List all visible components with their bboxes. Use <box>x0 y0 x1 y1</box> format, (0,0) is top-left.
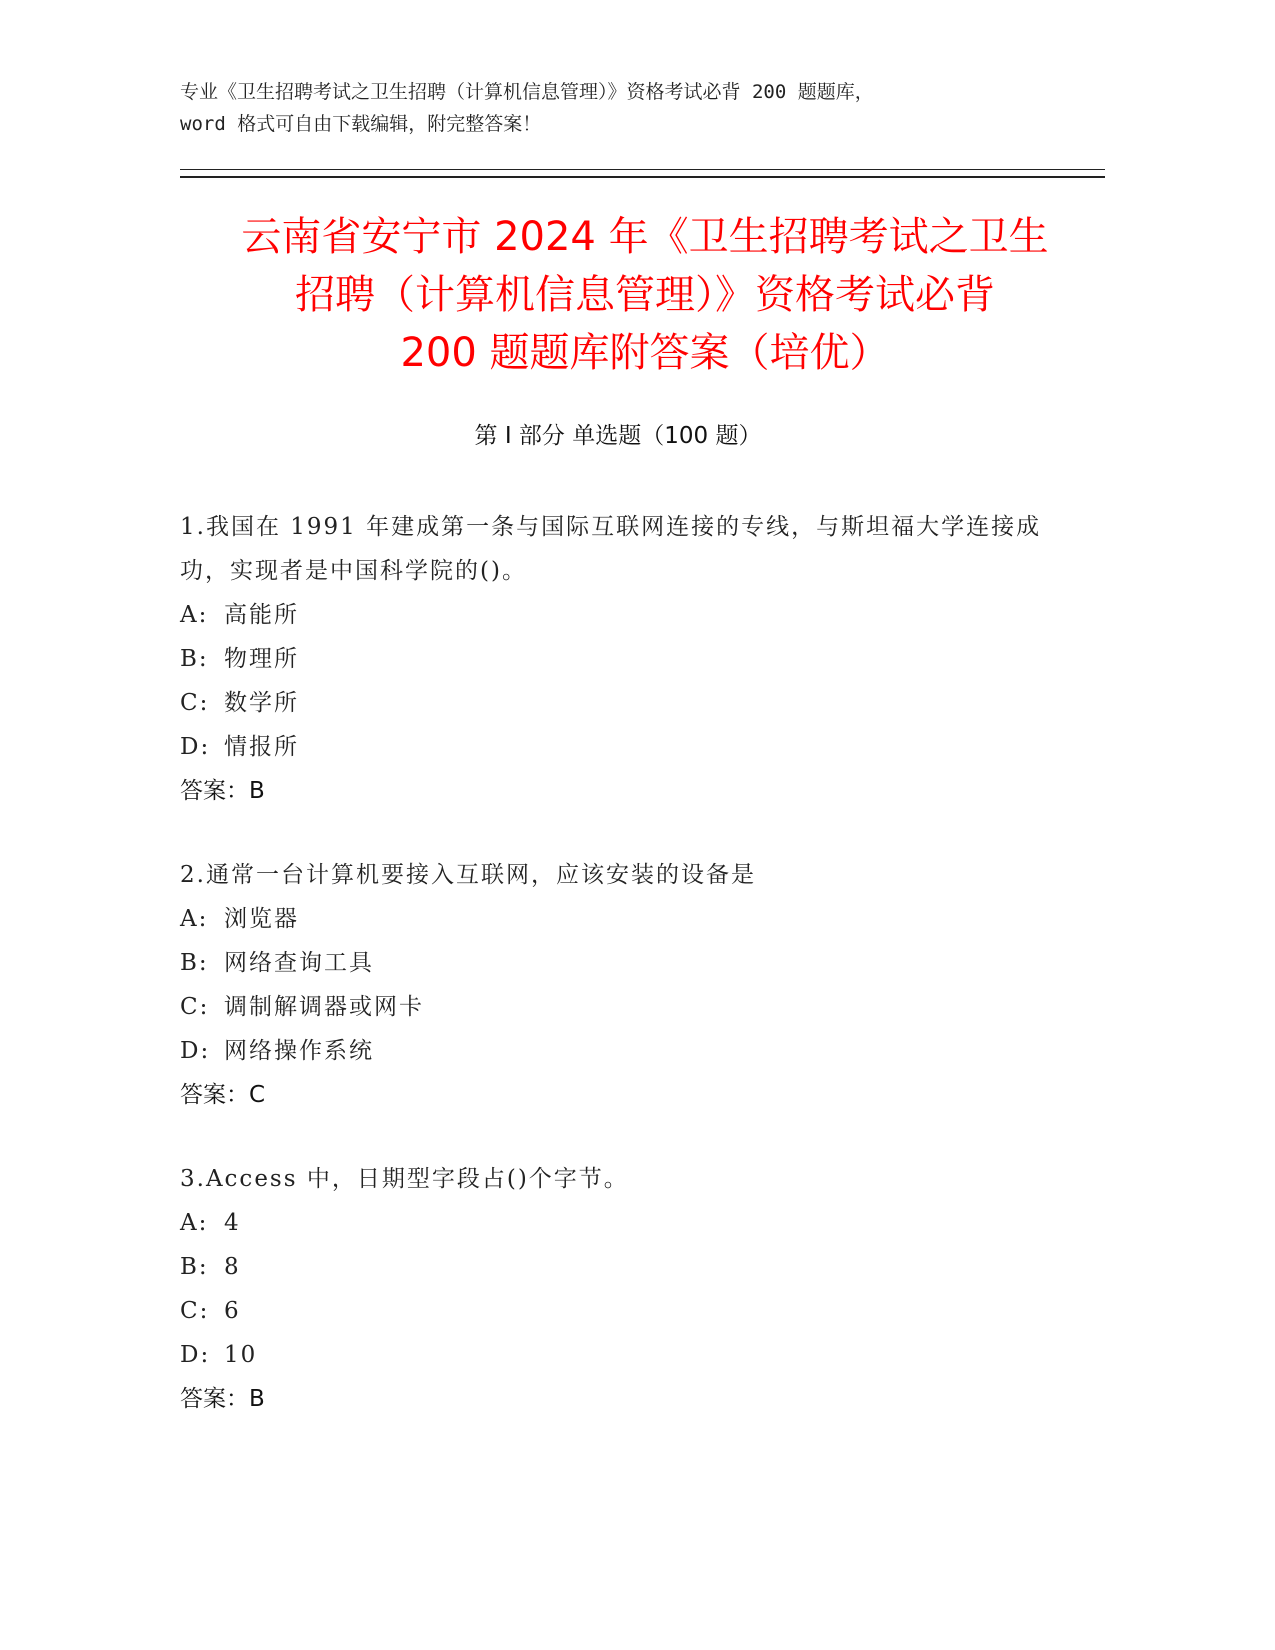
answer-line: 答案：B <box>180 778 265 804</box>
option-key: B: <box>180 1254 209 1280</box>
option-key: C: <box>180 994 210 1020</box>
question-list <box>180 505 1080 1461</box>
option-a <box>180 1201 1080 1245</box>
option-key: A: <box>180 1210 209 1236</box>
header-divider-thin <box>180 169 1105 170</box>
option-c <box>180 681 1080 725</box>
option-text: 高能所 <box>224 602 299 628</box>
option-key: D: <box>180 734 211 760</box>
document-title-line-3: 200 题题库附答案（培优） <box>400 330 890 376</box>
answer-line: 答案：B <box>180 1386 265 1412</box>
option-key: C: <box>180 690 210 716</box>
question-stem: 2.通常一台计算机要接入互联网，应该安装的设备是 <box>180 862 756 888</box>
document-title <box>150 208 1140 382</box>
header-note-line-1: 专业《卫生招聘考试之卫生招聘（计算机信息管理）》资格考试必背 200 题题库， <box>180 81 874 103</box>
option-text: 网络操作系统 <box>224 1038 374 1064</box>
option-text: 网络查询工具 <box>224 950 374 976</box>
header-note <box>180 76 1080 140</box>
option-text: 情报所 <box>224 734 299 760</box>
option-d <box>180 1029 1080 1073</box>
option-key: D: <box>180 1038 211 1064</box>
option-b <box>180 1245 1080 1289</box>
document-title-line-1: 云南省安宁市 2024 年《卫生招聘考试之卫生 <box>241 214 1049 260</box>
option-key: A: <box>180 906 209 932</box>
option-a <box>180 897 1080 941</box>
option-key: B: <box>180 950 209 976</box>
option-key: D: <box>180 1342 211 1368</box>
option-text: 数学所 <box>224 690 299 716</box>
option-b <box>180 941 1080 985</box>
option-c <box>180 985 1080 1029</box>
option-text: 调制解调器或网卡 <box>224 994 424 1020</box>
section-title: 第 I 部分 单选题（100 题） <box>474 423 762 449</box>
option-d <box>180 725 1080 769</box>
document-title-line-2: 招聘（计算机信息管理）》资格考试必背 <box>295 272 995 318</box>
question-stem: 1.我国在 1991 年建成第一条与国际互联网连接的专线，与斯坦福大学连接成功，实现者是中国科学院的()。 <box>180 514 1042 584</box>
option-text: 浏览器 <box>224 906 299 932</box>
question-1 <box>180 505 1080 813</box>
option-c <box>180 1289 1080 1333</box>
option-text: 物理所 <box>224 646 299 672</box>
header-divider-thick <box>180 176 1105 178</box>
option-text: 10 <box>224 1342 258 1368</box>
question-stem: 3.Access 中，日期型字段占()个字节。 <box>180 1166 629 1192</box>
option-b <box>180 637 1080 681</box>
option-a <box>180 593 1080 637</box>
option-key: A: <box>180 602 209 628</box>
option-key: C: <box>180 1298 210 1324</box>
option-text: 4 <box>224 1210 241 1236</box>
option-key: B: <box>180 646 209 672</box>
question-3 <box>180 1157 1080 1421</box>
option-text: 8 <box>224 1254 241 1280</box>
header-note-line-2: word 格式可自由下载编辑，附完整答案！ <box>180 113 542 135</box>
option-text: 6 <box>224 1298 241 1324</box>
question-2 <box>180 853 1080 1117</box>
option-d <box>180 1333 1080 1377</box>
answer-line: 答案：C <box>180 1082 266 1108</box>
